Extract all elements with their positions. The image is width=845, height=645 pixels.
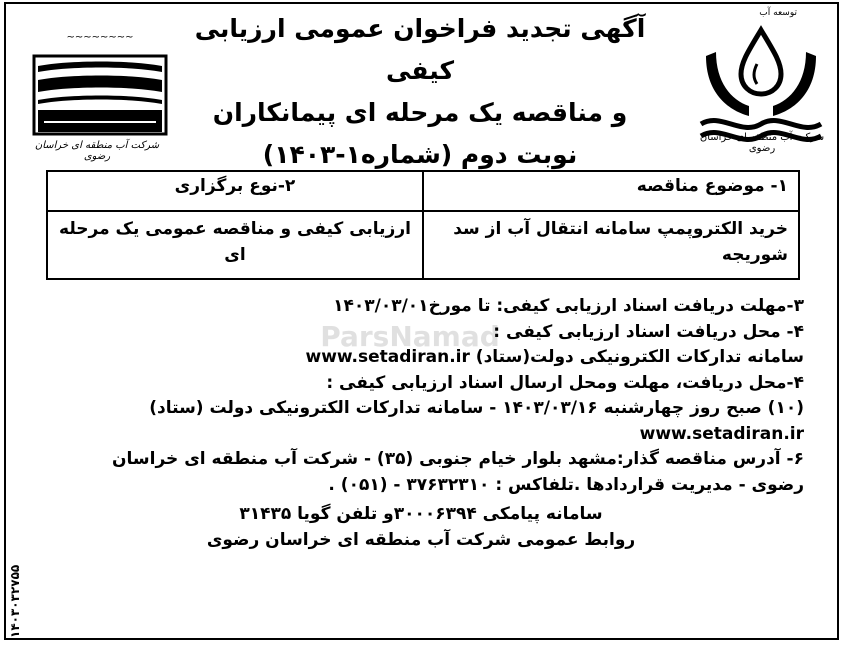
setad-url-link[interactable]: www.setadiran.ir xyxy=(305,347,470,367)
watermark: ParsNamad xyxy=(320,320,500,353)
address-line: ۶- آدرس مناقصه گذار:مشهد بلوار خیام جنوبی (۳۵) - شرکت آب منطقه ای خراسان xyxy=(112,449,804,469)
tender-info-table xyxy=(46,170,800,280)
contract-management-line: رضوی - مدیریت قراردادها .تلفاکس : ۳۷۶۳۲۳۱۰ - (۰۵۱) . xyxy=(328,474,804,495)
notice-title-block xyxy=(170,8,670,176)
tender-type-header: ۲-نوع برگزاری xyxy=(47,171,423,211)
side-reference-code xyxy=(6,540,24,640)
table-header-row xyxy=(47,171,799,211)
submission-url-line xyxy=(38,422,804,448)
setad-system-text: سامانه تدارکات الکترونیکی دولت(ستاد) xyxy=(475,347,804,367)
water-development-logo-icon xyxy=(691,12,831,152)
left-logo-caption: شرکت آب منطقه ای خراسان رضوی xyxy=(34,140,160,162)
notice-title-line3: نوبت دوم (شماره۱-۱۴۰۳) xyxy=(262,140,578,169)
right-logo-top-label: توسعه آب xyxy=(759,8,797,18)
tender-type-value: ارزیابی کیفی و مناقصه عمومی یک مرحله ای xyxy=(47,211,423,279)
document-location-heading: ۴- محل دریافت اسناد ارزیابی کیفی : xyxy=(493,321,804,342)
side-reference-code-text: ۱۴۰۳۰۳۲۷۵۵ xyxy=(8,564,22,638)
document-deadline-line: ۳-مهلت دریافت اسناد ارزیابی کیفی: تا مورخ۱۴۰۳/۰۳/۰۱ xyxy=(333,296,804,316)
tender-subject-header: ۱- موضوع مناقصه xyxy=(423,171,799,211)
table-value-row xyxy=(47,211,799,279)
submission-deadline-line: (۱۰) صبح روز چهارشنبه ۱۴۰۳/۰۳/۱۶ - سامانه تدارکات الکترونیکی دولت (ستاد) xyxy=(149,398,804,418)
setad-system-line xyxy=(38,345,804,371)
right-logo-caption: شرکت آب منطقه ای خراسان رضوی xyxy=(699,132,825,154)
setad-url-link-2[interactable]: www.setadiran.ir xyxy=(639,423,804,444)
public-relations-line: روابط عمومی شرکت آب منطقه ای خراسان رضوی xyxy=(206,529,636,550)
notice-title-line1: آگهی تجدید فراخوان عمومی ارزیابی کیفی xyxy=(194,14,646,85)
tender-subject-value: خرید الکتروپمپ سامانه انتقال آب از سد شوریجه xyxy=(423,211,799,279)
notice-body xyxy=(38,294,804,553)
khorasan-water-company-logo-icon xyxy=(30,22,170,152)
svg-text:~~~~~~~~: ~~~~~~~~ xyxy=(66,32,134,43)
notice-title-line2: و مناقصه یک مرحله ای پیمانکاران xyxy=(212,98,628,127)
submission-heading: ۴-محل دریافت، مهلت ومحل ارسال اسناد ارزیابی کیفی : xyxy=(326,372,804,393)
sms-phone-line: سامانه پیامکی ۳۰۰۰۶۳۹۴و تلفن گویا ۳۱۴۳۵ xyxy=(239,504,603,524)
